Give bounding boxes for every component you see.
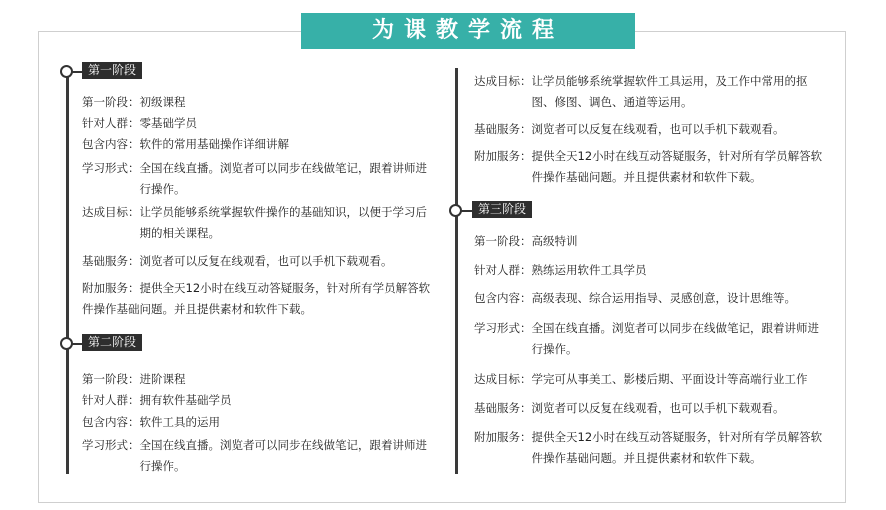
- stage3-row-audience: 针对人群： 熟练运用软件工具学员: [474, 263, 647, 277]
- stage1-badge: 第一阶段: [82, 62, 142, 79]
- stage2-badge: 第二阶段: [82, 334, 142, 351]
- stage1-row-goal: 达成目标： 让学员能够系统掌握软件操作的基础知识，以便于学习后期的相关课程。: [82, 205, 427, 240]
- stage1-row-basic-service: 基础服务： 浏览者可以反复在线观看，也可以手机下载观看。: [82, 254, 393, 268]
- stage3-row-basic-service: 基础服务： 浏览者可以反复在线观看，也可以手机下载观看。: [474, 401, 785, 415]
- page-title-banner: 为课教学流程: [301, 13, 635, 49]
- stage2-row-extra-service: 附加服务： 提供全天12小时在线互动答疑服务，针对所有学员解答软件操作基础问题。并且提供素材和软件下载。: [474, 149, 823, 184]
- stage2-row-basic-service: 基础服务： 浏览者可以反复在线观看，也可以手机下载观看。: [474, 122, 785, 136]
- stage2-row-content: 包含内容： 软件工具的运用: [82, 415, 220, 429]
- stage3-connector: [460, 210, 472, 212]
- stage1-row-format: 学习形式： 全国在线直播。浏览者可以同步在线做笔记，跟着讲师进行操作。: [82, 161, 427, 196]
- stage3-row-level: 第一阶段： 高级特训: [474, 234, 578, 248]
- stage3-row-format: 学习形式： 全国在线直播。浏览者可以同步在线做笔记，跟着讲师进行操作。: [474, 321, 819, 356]
- stage1-row-extra-service: 附加服务：提供全天12小时在线互动答疑服务，针对所有学员解答软件操作基础问题。并且提供素材和软件下载。: [82, 281, 431, 316]
- stage3-row-content: 包含内容： 高级表现、综合运用指导、灵感创意，设计思维等。: [474, 291, 796, 305]
- stage3-row-goal: 达成目标： 学完可从事美工、影楼后期、平面设计等高端行业工作: [474, 372, 808, 386]
- stage1-row-audience: 针对人群： 零基础学员: [82, 116, 197, 130]
- stage2-row-goal: 达成目标： 让学员能够系统掌握软件工具运用，及工作中常用的抠图、修图、调色、通道等运用。: [474, 74, 808, 109]
- left-timeline-line: [66, 72, 69, 474]
- stage3-badge: 第三阶段: [472, 201, 532, 218]
- stage2-row-audience: 针对人群： 拥有软件基础学员: [82, 393, 232, 407]
- right-timeline-line: [455, 68, 458, 474]
- stage2-row-level: 第一阶段： 进阶课程: [82, 372, 186, 386]
- stage1-row-content: 包含内容： 软件的常用基础操作详细讲解: [82, 137, 289, 151]
- stage3-row-extra-service: 附加服务： 提供全天12小时在线互动答疑服务，针对所有学员解答软件操作基础问题。并且提供素材和软件下载。: [474, 430, 823, 465]
- stage1-row-level: 第一阶段： 初级课程: [82, 95, 186, 109]
- stage2-row-format: 学习形式： 全国在线直播。浏览者可以同步在线做笔记，跟着讲师进行操作。: [82, 438, 427, 473]
